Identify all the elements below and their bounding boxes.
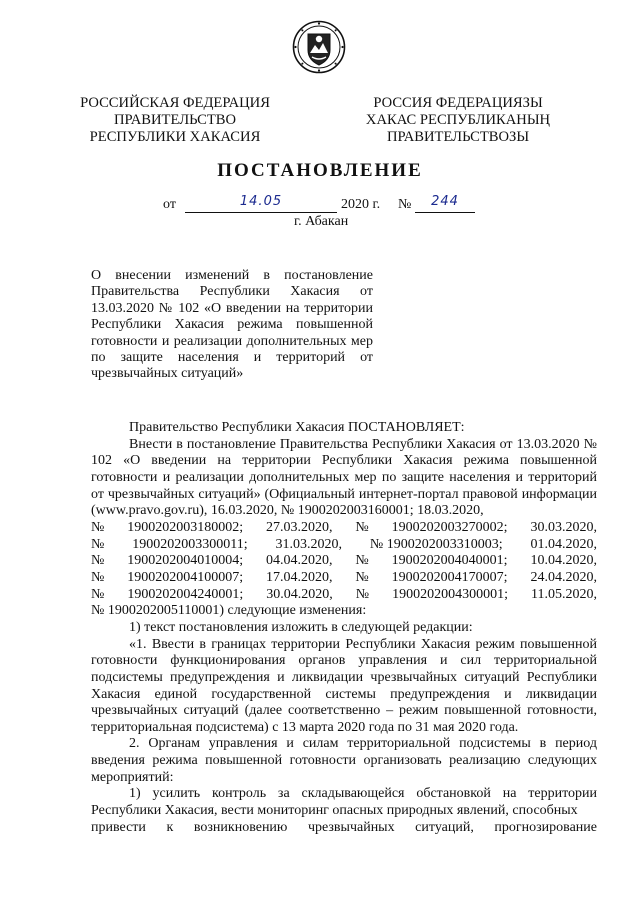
coat-of-arms-icon [292,20,346,74]
reference-row [91,537,597,554]
date-field [185,196,337,213]
header-right-line: ХАКАС РЕСПУБЛИКАНЫҢ [365,112,551,128]
header-left-line: ПРАВИТЕЛЬСТВО [113,112,237,128]
ref-cell: 1900202004240001; [127,586,244,602]
quote-paragraph-3: 1) усилить контроль за складывающейся обстановкой на территории Республики Хакасия, вести мониторинг опасных природных явлений, способных [91,786,597,819]
ref-cell: № [355,553,369,569]
document-title: ПОСТАНОВЛЕНИЕ [217,160,423,181]
ref-cell: 1900202003180002; [127,519,244,535]
number-label: № [398,197,412,212]
ref-cell: 24.04.2020, [530,569,597,585]
item-1: 1) текст постановления изложить в следующей редакции: [129,619,473,635]
document-body [91,420,597,836]
ref-cell: № [91,553,105,569]
header-right [343,95,573,146]
ref-cell: 11.05.2020, [531,586,597,602]
reference-row [91,587,597,604]
header-left-line: РОССИЙСКАЯ ФЕДЕРАЦИЯ [80,95,270,111]
ref-cell: № [91,586,105,602]
ref-cell: 17.04.2020, [266,569,333,585]
decree-line: Правительство Республики Хакасия ПОСТАНОВЛЯЕТ: [129,420,465,435]
quote-paragraph-2: 2. Органам управления и силам территориальной подсистемы в период введения режима повышенной готовности организовать реализацию следующих мероприятий: [91,736,597,785]
ref-cell: № [355,569,369,585]
reference-row [91,520,597,537]
ref-cell: 27.03.2020, [266,519,333,535]
ref-cell: 1900202004170007; [391,569,508,585]
ref-cell: № [91,569,105,585]
header-left [60,95,290,146]
handwritten-number: 244 [431,194,459,209]
ref-cell: 31.03.2020, [275,536,342,552]
document-subject: О внесении изменений в постановление Правительства Республики Хакасия от 13.03.2020 № 102 «О введении на территории Республики Хакасия режима повышенной готовности и реализации дополнительных мер по защите населения и территорий от чрезвычайных ситуаций» [91,268,373,382]
ref-cell: 1900202004040001; [391,553,508,569]
reference-row [91,570,597,587]
reference-tail: № 1900202005110001) следующие изменения: [91,603,367,619]
city: г. Абакан [294,214,349,229]
ref-cell: № [91,536,105,552]
number-field [415,196,475,213]
ref-cell: № [91,519,105,535]
ref-cell: 1900202004300001; [392,586,508,602]
ref-cell: 30.04.2020, [266,586,333,602]
ref-cell: 10.04.2020, [530,553,597,569]
ref-cell: 04.04.2020, [266,553,333,569]
ref-cell: 30.03.2020, [530,519,597,535]
ref-cell: № [355,586,370,602]
date-year: 2020 г. [341,197,381,212]
ref-cell: 1900202004100007; [127,569,244,585]
ref-cell: № 1900202003310003; [369,536,503,552]
reference-row [91,553,597,570]
ref-cell: 1900202003270002; [391,519,508,535]
date-from-label: от [163,197,176,212]
header-right-line: РОССИЯ ФЕДЕРАЦИЯЗЫ [373,95,543,111]
header-right-line: ПРАВИТЕЛЬСТВОЗЫ [386,129,530,145]
quote-paragraph-3-last-line: привести к возникновению чрезвычайных ситуаций, прогнозирование [91,819,597,835]
ref-cell: № [355,519,369,535]
ref-cell: 1900202003300011; [132,536,248,552]
intro-paragraph: Внести в постановление Правительства Республики Хакасия от 13.03.2020 № 102 «О введении на территории Республики Хакасия режима повышенной готовности и реализации дополнительных мер по защите населения и территорий от чрезвычайных ситуаций» (Официальный интернет-портал правовой информации (www.pravo.gov.ru), 16.03.2020, № 1900202003160001; 18.03.2020, [91,436,597,519]
handwritten-date: 14.05 [239,194,283,209]
ref-cell: 1900202004010004; [127,553,244,569]
ref-cell: 01.04.2020, [530,536,597,552]
quote-paragraph-1: «1. Ввести в границах территории Республики Хакасия режим повышенной готовности функционирования органов управления и сил территориальной подсистемы предупреждения и ликвидации чрезвычайных ситуаций Республики Хакасия единой государственной системы предупреждения и ликвидации чрезвычайных ситуаций (далее соответственно – режим повышенной готовности, территориальная подсистема) с 13 марта 2020 года по 31 мая 2020 года. [91,636,597,735]
header-left-line: РЕСПУБЛИКИ ХАКАСИЯ [89,129,261,145]
